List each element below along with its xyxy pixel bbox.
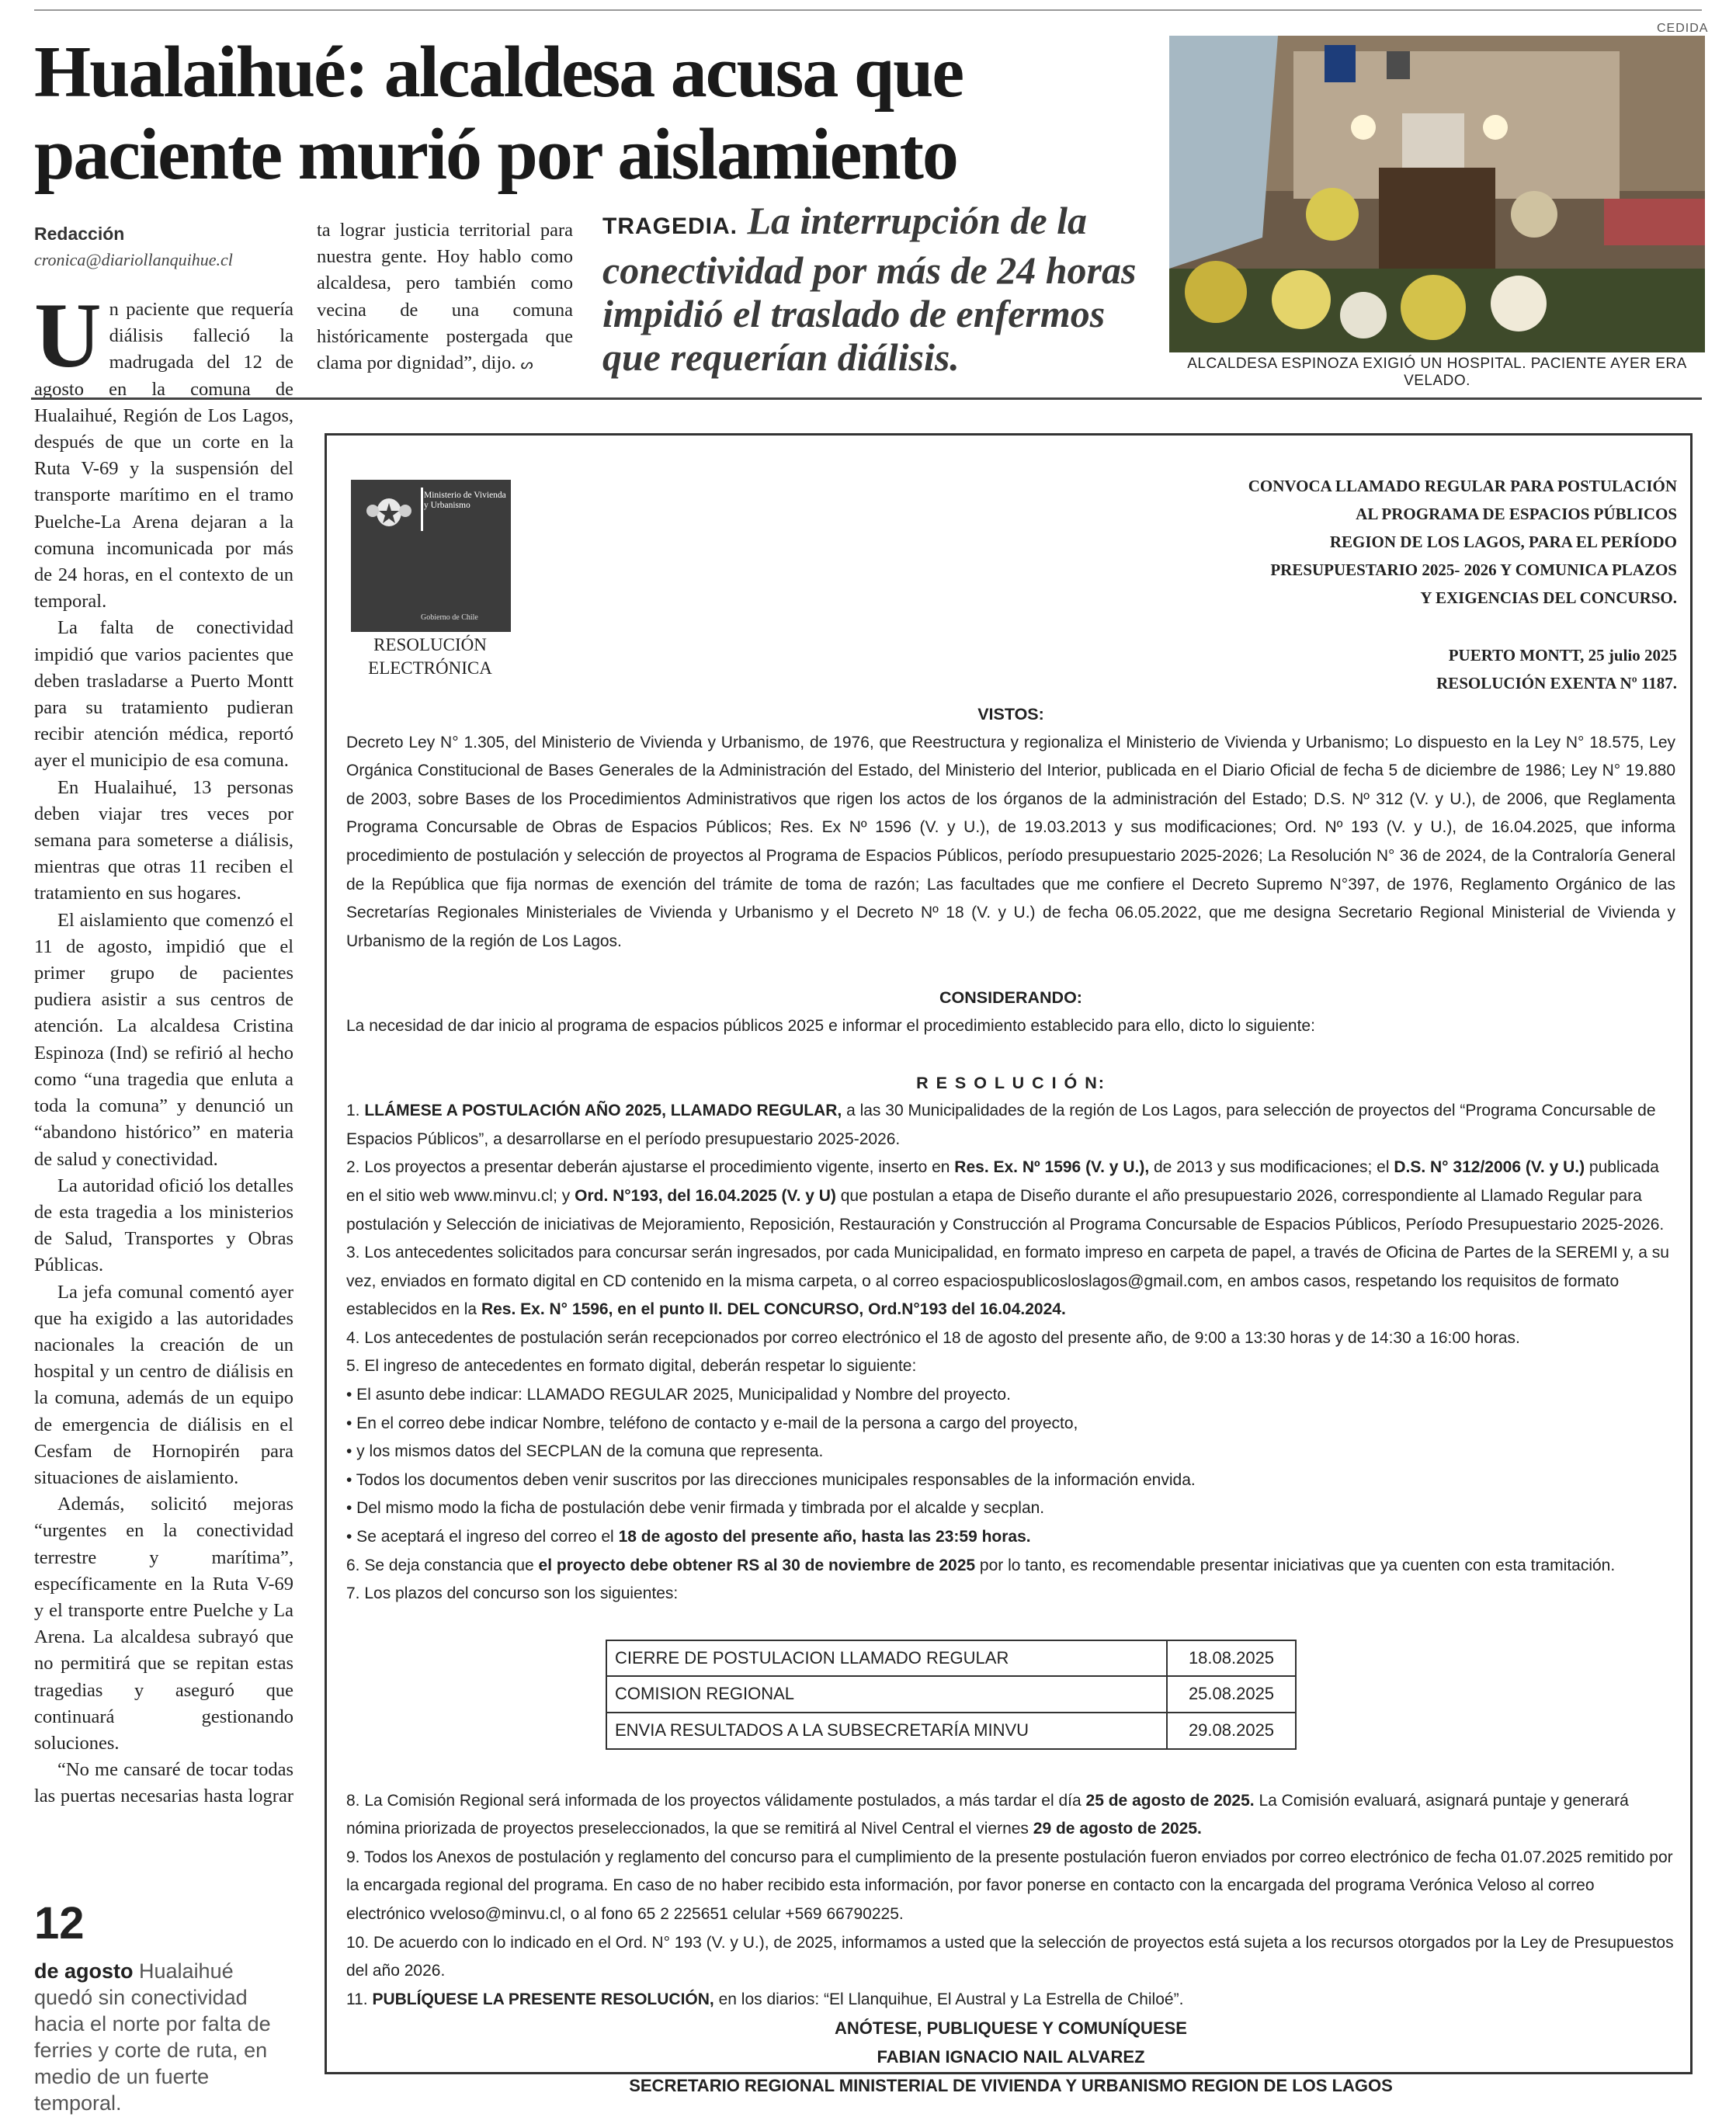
deadlines-table xyxy=(606,1640,1297,1750)
deadline-date: 25.08.2025 xyxy=(1167,1676,1296,1713)
item-6: 6. Se deja constancia que el proyecto debe obtener RS al 30 de noviembre de 2025 por lo tanto, es recomendable presentar iniciativas que ya cuenten con esta tramitación. xyxy=(346,1556,1616,1574)
place-date: PUERTO MONTT, 25 julio 2025 xyxy=(1448,646,1677,665)
sidebar-note xyxy=(34,1958,290,2116)
sidebar-body: Hualaihué quedó sin conectividad hacia el norte por falta de ferries y corte de ruta, en medio de un fuerte temporal. xyxy=(34,1959,271,2115)
notice-title: CONVOCA LLAMADO REGULAR PARA POSTULACIÓN AL PROGRAMA DE ESPACIOS PÚBLICOS REGION DE LOS LAGOS, PARA EL PERÍODO PRESUPUESTARIO 2025- 2026 Y COMUNICA PLAZOS Y EXIGENCIAS DEL CONCURSO. xyxy=(1248,477,1677,607)
photo-caption: ALCALDESA ESPINOZA EXIGIÓ UN HOSPITAL. PACIENTE AYER ERA VELADO. xyxy=(1187,356,1687,389)
photo-credit: CEDIDA xyxy=(1657,22,1709,35)
item-9: 9. Todos los Anexos de postulación y reglamento del concurso para el cumplimiento de la presente postulación fueron enviados por correo electrónico de fecha 01.07.2025 remitido por la encargada regional del programa. En caso de no haber recibido esta información, por favor ponerse en contacto con la encargada del programa Verónica Veloso al correo electrónico vveloso@minvu.cl, o al fono 65 2 225651 celular +569 66790225. xyxy=(346,1848,1673,1923)
item-5-bullet: • Todos los documentos deben venir suscritos por las direcciones municipales responsables de la información envida. xyxy=(346,1470,1196,1489)
item-1: 1. LLÁMESE A POSTULACIÓN AÑO 2025, LLAMADO REGULAR, a las 30 Municipalidades de la región de Los Lagos, para selección de proyectos del “Programa Concursable de Espacios Públicos”, a desarrollarse en el período presupuestario 2025-2026. xyxy=(346,1102,1656,1148)
section-rule xyxy=(31,397,1702,400)
table-row xyxy=(606,1713,1296,1749)
article-paragraph: Además, solicitó mejoras “urgentes en la conectividad terrestre y marítima”, específicamente en la Ruta V-69 y el transporte entre Puelche y La Arena. La alcaldesa subrayó que no permitirá que se repitan estas tragedias y aseguró que continuará gestionando soluciones. xyxy=(34,1494,293,1754)
quote-continuation: ta lograr justicia territorial para nuestra gente. Hoy hablo como alcaldesa, pero también como vecina de una comuna históricamente postergada que clama por dignidad”, dijo. xyxy=(317,220,573,374)
table-row xyxy=(606,1640,1296,1677)
sidebar-date: de agosto xyxy=(34,1959,134,1983)
item-5: 5. El ingreso de antecedentes en formato digital, deberán respetar lo siguiente: xyxy=(346,1357,917,1376)
author: Redacción xyxy=(34,224,125,244)
notice-body xyxy=(346,700,1675,2100)
item-11: 11. PUBLÍQUESE LA PRESENTE RESOLUCIÓN, en los diarios: “El Llanquihue, El Austral y La Estrella de Chiloé”. xyxy=(346,1990,1184,2008)
deadline-label: CIERRE DE POSTULACION LLAMADO REGULAR xyxy=(606,1640,1167,1677)
signatory-title: SECRETARIO REGIONAL MINISTERIAL DE VIVIENDA Y URBANISMO REGION DE LOS LAGOS xyxy=(629,2076,1393,2096)
ministry-name: Ministerio de Vivienda y Urbanismo xyxy=(424,491,506,510)
end-mark-icon: ᔕ xyxy=(520,356,533,373)
resolucion-heading: R E S O L U C I Ó N: xyxy=(916,1073,1106,1092)
article-paragraph: Un paciente que requería diálisis falleció la madrugada del 12 de agosto en la comuna de Hualaihué, Región de Los Lagos, después de que un corte en la Ruta V-69 y la suspensión del transporte marítimo en el tramo Puelche-La Arena dejaran a la comuna incomunicada por más de 24 horas, en el contexto de un temporal. xyxy=(34,283,293,613)
item-2: 2. Los proyectos a presentar deberán ajustarse el procedimiento vigente, inserto en Res. Ex. Nº 1596 (V. y U.), de 2013 y sus modificaciones; el D.S. N° 312/2006 (V. y U.) publicada en el sitio web www.minvu.cl; y Ord. N°193, del 16.04.2025 (V. y U) que postulan a etapa de Diseño durante el año presupuestario 2026, correspondiente al Llamado Regular para postulación y Selección de iniciativas de Mejoramiento, Reposición, Restauración y Construcción al Programa Concursable de Espacios Públicos, Período Presupuestario 2025-2026. xyxy=(346,1158,1665,1234)
article-paragraph: “No me cansaré de tocar todas las puertas necesarias hasta lograr xyxy=(34,1759,293,1807)
resolution-number: RESOLUCIÓN EXENTA Nº 1187. xyxy=(1436,674,1677,692)
item-4: 4. Los antecedentes de postulación serán recepcionados por correo electrónico el 18 de agosto del presente año, de 9:00 a 13:30 horas y de 14:30 a 16:00 horas. xyxy=(346,1328,1520,1347)
article-paragraph: La autoridad ofició los detalles de esta tragedia a los ministerios de Salud, Transportes y Obras Públicas. xyxy=(34,1175,293,1276)
item-5-bullet: • En el correo debe indicar Nombre, teléfono de contacto y e-mail de la persona a cargo del proyecto, xyxy=(346,1414,1078,1432)
deadline-label: COMISION REGIONAL xyxy=(606,1676,1167,1713)
vistos-text: Decreto Ley N° 1.305, del Ministerio de Vivienda y Urbanismo, de 1976, que Reestructura y regionaliza el Ministerio de Vivienda y Urbanismo; Lo dispuesto en la Ley N° 18.575, Ley Orgánica Constitucional de Bases Generales de la Administración del Estado, del Ministerio del Interior, publicada en el Diario Oficial de fecha 5 de diciembre de 1986; Ley N° 19.880 de 2003, sobre Bases de los Procedimientos Administrativos que rigen los actos de los órganos de la administración del Estado; D.S. Nº 312 (V. y U.), de 2006, que Reglamenta Programa Concursable de Obras de Espacios Públicos; Res. Ex Nº 1596 (V. y U.), de 19.03.2013 y sus modificaciones; Ord. Nº 193 (V. y U.), de 16.04.2025, que informa procedimiento de postulación y selección de proyectos al Programa de Espacios Públicos, período presupuestario 2025-2026; La Resolución N° 36 de 2024, de la Contraloría General de la República que fija normas de exención del trámite de toma de razón; Las facultades que me confiere el Decreto Supremo N°397, de 1976, Reglamento Orgánico de las Secretarías Regionales Ministeriales de Vivienda y Urbanismo y el Decreto Nº 18 (V. y U.) de fecha 06.05.2022, que me designa Secretario Regional Ministerial de Vivienda y Urbanismo de la región de Los Lagos. xyxy=(346,733,1675,950)
item-5-bullet: • El asunto debe indicar: LLAMADO REGULAR 2025, Municipalidad y Nombre del proyecto. xyxy=(346,1386,1011,1404)
headline-line-1: Hualaihué: alcaldesa acusa que xyxy=(34,32,963,113)
considerando-text: La necesidad de dar inicio al programa de espacios públicos 2025 e informar el procedimiento establecido para ello, dicto lo siguiente: xyxy=(346,1016,1315,1035)
author-email: cronica@diariollanquihue.cl xyxy=(34,250,233,269)
item-5-bullet: • Se aceptará el ingreso del correo el 18 de agosto del presente año, hasta las 23:59 horas. xyxy=(346,1528,1031,1546)
ministry-logo xyxy=(351,480,511,632)
deck-kicker: TRAGEDIA. xyxy=(602,213,738,239)
sign-closing: ANÓTESE, PUBLIQUESE Y COMUNÍQUESE xyxy=(835,2018,1187,2039)
considerando-heading: CONSIDERANDO: xyxy=(939,988,1082,1008)
headline xyxy=(34,31,1168,196)
article-paragraph: La jefa comunal comentó ayer que ha exigido a las autoridades nacionales la creación de un hospital y un centro de diálisis en la comuna, además de un equipo de emergencia de diálisis en el Cesfam de Hornopirén para situaciones de aislamiento. xyxy=(34,1281,293,1488)
item-3: 3. Los antecedentes solicitados para concursar serán ingresados, por cada Municipalidad, en formato impreso en carpeta de papel, a través de Oficina de Partes de la SEREMI y, a su vez, enviados en formato digital en CD contenido en la misma carpeta, o al correo espaciospublicosloslagos@gmail.com, en ambos casos, respetando los requisitos de formato establecidos en la Res. Ex. N° 1596, en el punto II. DEL CONCURSO, Ord.N°193 del 16.04.2024. xyxy=(346,1244,1669,1319)
deck-text: La interrupción de la conectividad por más de 24 horas impidió el traslado de enfermos que requerían diálisis. xyxy=(602,199,1137,379)
deck xyxy=(602,199,1146,379)
table-row xyxy=(606,1676,1296,1713)
article-paragraph: La falta de conectividad impidió que varios pacientes que deben trasladarse a Puerto Montt para su tratamiento pudieran recibir atención médica, reportó ayer el municipio de esa comuna. xyxy=(34,617,293,772)
article-paragraph: El aislamiento que comenzó el 11 de agosto, impidió que el primer grupo de pacientes pudiera asistir a sus centros de atención. La alcaldesa Cristina Espinoza (Ind) se refirió al hecho como “una tragedia que enluta a toda la comuna” y denunció un “abandono histórico” en materia de salud y conectividad. xyxy=(34,909,293,1170)
resolution-type: RESOLUCIÓN ELECTRÓNICA xyxy=(368,635,492,678)
article-photo xyxy=(1169,36,1705,352)
deadline-date: 18.08.2025 xyxy=(1167,1640,1296,1677)
wake-photo-image xyxy=(1169,36,1705,352)
item-8: 8. La Comisión Regional será informada de los proyectos válidamente postulados, a más tardar el día 25 de agosto de 2025. La Comisión evaluará, asignará puntaje y generará nómina priorizada de proyectos preseleccionados, la que se remitirá al Nivel Central el viernes 29 de agosto de 2025. xyxy=(346,1791,1629,1838)
logo-divider xyxy=(421,488,423,531)
deadline-label: ENVIA RESULTADOS A LA SUBSECRETARÍA MINVU xyxy=(606,1713,1167,1749)
item-10: 10. De acuerdo con lo indicado en el Ord. N° 193 (V. y U.), de 2025, informamos a usted que la selección de proyectos está sujeta a los recursos otorgados por la Ley de Presupuestos del año 2026. xyxy=(346,1933,1674,1980)
article-column-1 xyxy=(34,283,293,1810)
item-7: 7. Los plazos del concurso son los siguientes: xyxy=(346,1584,679,1603)
headline-line-2: paciente murió por aislamiento xyxy=(34,114,957,195)
article-paragraph: En Hualaihué, 13 personas deben viajar tres veces por semana para someterse a diálisis, mientras que otras 11 reciben el tratamiento en sus hogares. xyxy=(34,776,293,904)
government-label: Gobierno de Chile xyxy=(421,613,478,622)
vistos-heading: VISTOS: xyxy=(977,705,1044,724)
sidebar-number: 12 xyxy=(34,1898,85,1949)
signatory-name: FABIAN IGNACIO NAIL ALVAREZ xyxy=(877,2047,1145,2067)
deadline-date: 29.08.2025 xyxy=(1167,1713,1296,1749)
item-5-bullet: • y los mismos datos del SECPLAN de la comuna que representa. xyxy=(346,1442,824,1461)
drop-cap: U xyxy=(34,283,102,387)
article-column-2 xyxy=(317,217,573,378)
notice-date-number xyxy=(1289,641,1677,697)
top-rule xyxy=(34,9,1702,11)
item-5-bullet: • Del mismo modo la ficha de postulación debe venir firmada y timbrada por el alcalde y secplan. xyxy=(346,1499,1045,1518)
coat-of-arms-icon xyxy=(362,488,416,534)
